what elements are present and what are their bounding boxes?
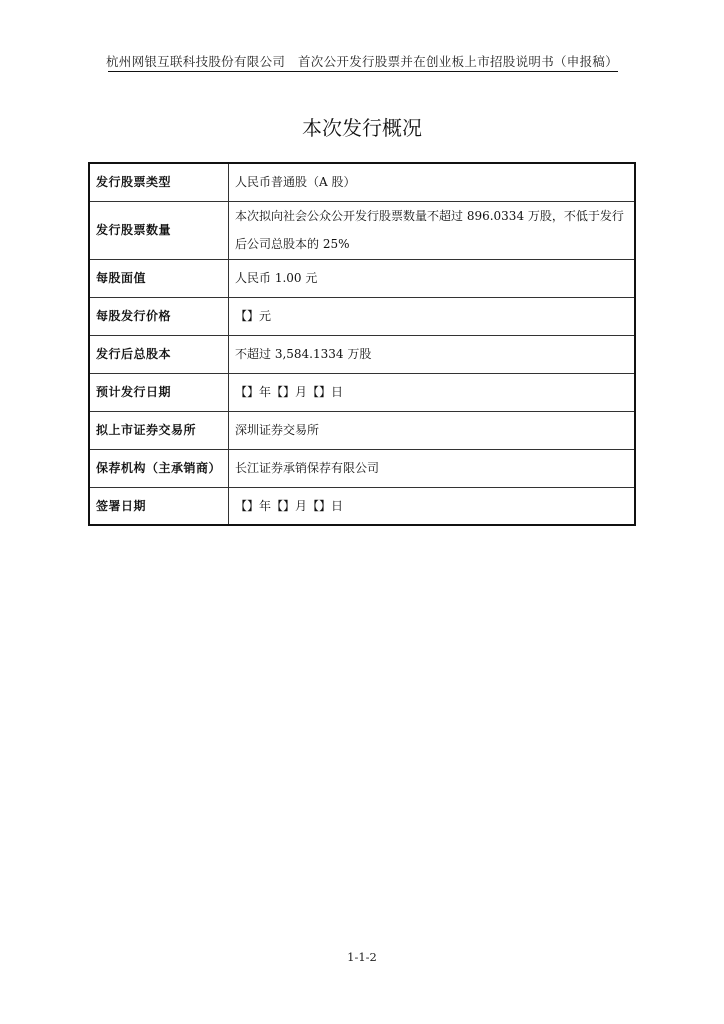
offering-summary-table [88, 162, 636, 526]
table-row [89, 373, 635, 411]
row-label: 预计发行日期 [89, 373, 229, 411]
table-row [89, 259, 635, 297]
row-label: 签署日期 [89, 487, 229, 525]
row-label: 每股发行价格 [89, 297, 229, 335]
row-label: 拟上市证券交易所 [89, 411, 229, 449]
row-value: 不超过 3,584.1334 万股 [229, 335, 636, 373]
row-value: 长江证券承销保荐有限公司 [229, 449, 636, 487]
page-title: 本次发行概况 [302, 116, 422, 140]
table-row [89, 411, 635, 449]
row-value: 人民币 1.00 元 [229, 259, 636, 297]
header-company: 杭州网银互联科技股份有限公司 [105, 54, 286, 69]
table-row [89, 297, 635, 335]
row-value: 【】年【】月【】日 [229, 487, 636, 525]
table-row [89, 201, 635, 259]
table-row [89, 335, 635, 373]
row-label: 保荐机构（主承销商） [89, 449, 229, 487]
row-value: 【】年【】月【】日 [229, 373, 636, 411]
header-divider [108, 71, 618, 72]
header-document-name: 首次公开发行股票并在创业板上市招股说明书（申报稿） [298, 54, 619, 69]
row-label: 发行后总股本 [89, 335, 229, 373]
row-value: 【】元 [229, 297, 636, 335]
row-value: 人民币普通股（A 股） [229, 163, 636, 201]
row-label: 发行股票数量 [89, 201, 229, 259]
table-row [89, 487, 635, 525]
row-label: 每股面值 [89, 259, 229, 297]
row-value: 深圳证券交易所 [229, 411, 636, 449]
table-row [89, 449, 635, 487]
table-row [89, 163, 635, 201]
row-label: 发行股票类型 [89, 163, 229, 201]
row-value: 本次拟向社会公众公开发行股票数量不超过 896.0334 万股，不低于发行后公司总股本的 25% [229, 201, 636, 259]
running-header [0, 52, 724, 70]
page-number: 1-1-2 [347, 950, 377, 964]
